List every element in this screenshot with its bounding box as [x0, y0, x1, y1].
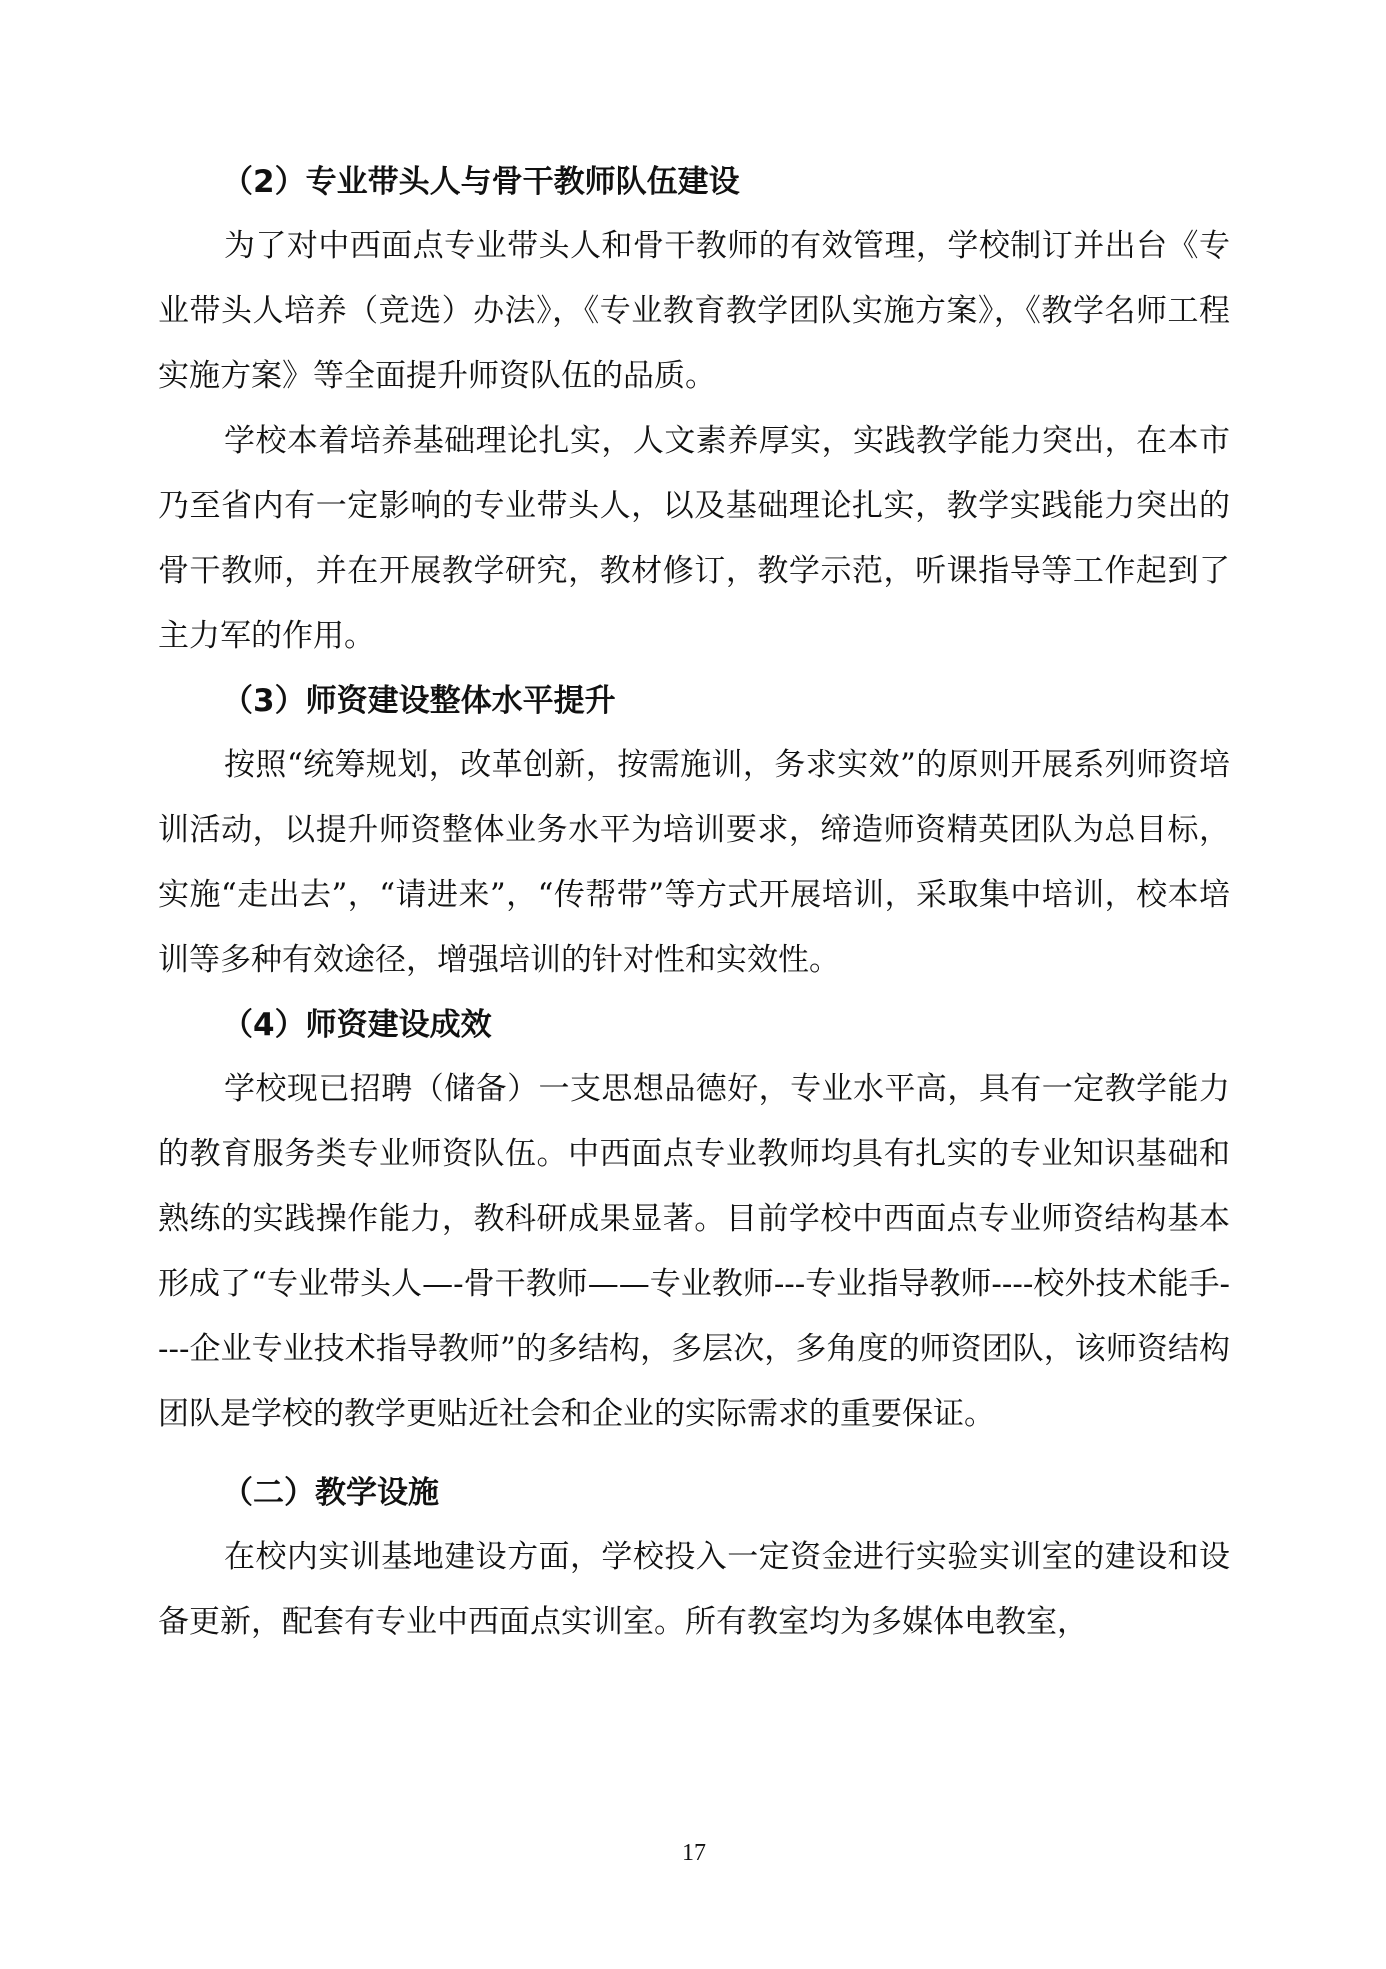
paragraph-facilities: 在校内实训基地建设方面，学校投入一定资金进行实验实训室的建设和设备更新，配套有专业中西面点实训室。所有教室均为多媒体电教室， — [158, 1539, 1230, 1640]
paragraph-management: 为了对中西面点专业带头人和骨干教师的有效管理，学校制订并出台《专业带头人培养（竞选）办法》，《专业教育教学团队实施方案》，《教学名师工程实施方案》等全面提升师资队伍的品质。 — [158, 228, 1230, 394]
paragraph-training-goals: 学校本着培养基础理论扎实，人文素养厚实，实践教学能力突出，在本市乃至省内有一定影响的专业带头人，以及基础理论扎实，教学实践能力突出的骨干教师，并在开展教学研究，教材修订，教学示范，听课指导等工作起到了主力军的作用。 — [158, 423, 1230, 654]
section-heading-overall-level: （3）师资建设整体水平提升 — [222, 683, 616, 719]
paragraph-results: 学校现已招聘（储备）一支思想品德好，专业水平高，具有一定教学能力的教育服务类专业师资队伍。中西面点专业教师均具有扎实的专业知识基础和熟练的实践操作能力，教科研成果显著。目前学校中西面点专业师资结构基本形成了“专业带头人—-骨干教师——专业教师---专业指导教师----校外技术能手----企业专业技术指导教师”的多结构，多层次，多角度的师资团队，该师资结构团队是学校的教学更贴近社会和企业的实际需求的重要保证。 — [158, 1071, 1230, 1432]
section-heading-facilities: （二）教学设施 — [222, 1475, 439, 1511]
page-number: 17 — [682, 1840, 706, 1866]
section-gap — [158, 1447, 1230, 1461]
document-body — [158, 150, 1230, 1655]
section-heading-results: （4）师资建设成效 — [222, 1007, 492, 1043]
paragraph-training-activities: 按照“统筹规划，改革创新，按需施训，务求实效”的原则开展系列师资培训活动，以提升师资整体业务水平为培训要求，缔造师资精英团队为总目标，实施“走出去”，“请进来”，“传帮带”等方式开展培训，采取集中培训，校本培训等多种有效途径，增强培训的针对性和实效性。 — [158, 747, 1230, 978]
document-page — [158, 0, 1230, 1969]
section-heading-teacher-leaders: （2）专业带头人与骨干教师队伍建设 — [222, 164, 740, 200]
